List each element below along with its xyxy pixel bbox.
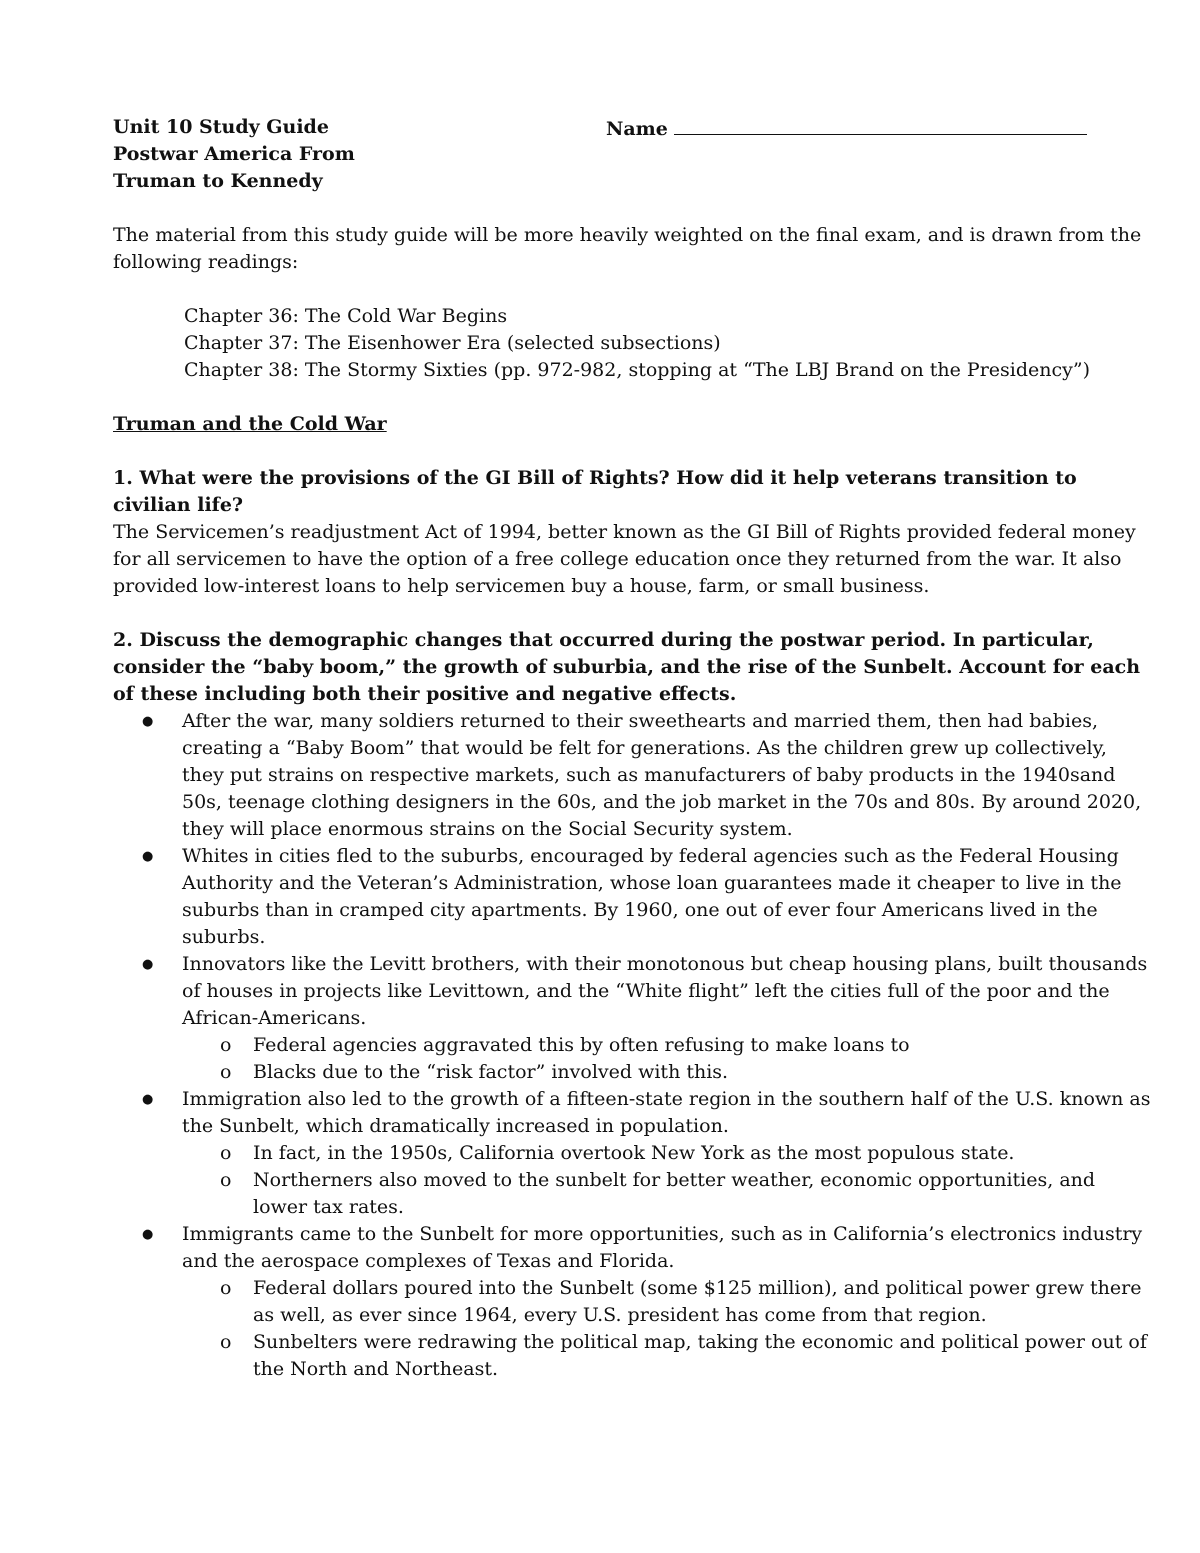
document-content (113, 114, 1153, 1383)
sub-bullet-item: o Northerners also moved to the sunbelt for better weather, economic opportunities, and lower tax rates. (253, 1167, 1153, 1221)
sub-bullets (182, 1275, 1153, 1383)
sub-bullet-item: o In fact, in the 1950s, California overtook New York as the most populous state. (253, 1140, 1153, 1167)
answer-1: The Servicemen’s readjustment Act of 1994, better known as the GI Bill of Rights provided federal money for all servicemen to have the option of a free college education once they returned from the war. It also provided low-interest loans to help servicemen buy a house, farm, or small business. (113, 521, 1136, 597)
name-label: Name (606, 118, 668, 140)
document-header (113, 114, 1153, 195)
section-heading: Truman and the Cold War (113, 413, 387, 435)
sub-bullet-item: o Sunbelters were redrawing the political map, taking the economic and political power out of the North and Northeast. (253, 1329, 1153, 1383)
sub-bullets (182, 1140, 1153, 1221)
bullet-text: After the war, many soldiers returned to their sweethearts and married them, then had babies, creating a “Baby Boom” that would be felt for generations. As the children grew up collectively, they put strains on respective markets, such as manufacturers of baby products in the 1940sand 50s, teenage clothing designers in the 60s, and the job market in the 70s and 80s. By around 2020, they will place enormous strains on the Social Security system. (182, 710, 1142, 840)
title-block (113, 114, 355, 195)
bullet-text: Whites in cities fled to the suburbs, encouraged by federal agencies such as the Federal Housing Authority and the Veteran’s Administration, whose loan guarantees made it cheaper to live in the suburbs than in cramped city apartments. By 1960, one out of ever four Americans lived in the suburbs. (182, 845, 1122, 948)
title-line-2: Postwar America From (113, 143, 355, 165)
bullet-item (182, 951, 1153, 1086)
name-field (606, 114, 1087, 143)
question-1: 1. What were the provisions of the GI Bill of Rights? How did it help veterans transition to civilian life? (113, 467, 1077, 516)
name-blank-line[interactable] (674, 114, 1087, 135)
bullet-item (182, 1221, 1153, 1383)
reading-item: Chapter 36: The Cold War Begins (184, 305, 508, 327)
question-2: 2. Discuss the demographic changes that occurred during the postwar period. In particular, consider the “baby boom,” the growth of suburbia, and the rise of the Sunbelt. Account for each of these including both their positive and negative effects. (113, 629, 1141, 705)
sub-bullets (182, 1032, 1153, 1086)
readings-list (113, 303, 1153, 384)
sub-bullet-item: o Federal dollars poured into the Sunbelt (some $125 million), and political power grew there as well, as ever since 1964, every U.S. president has come from that region. (253, 1275, 1153, 1329)
title-line-3: Truman to Kennedy (113, 170, 323, 192)
sub-bullet-item: o Blacks due to the “risk factor” involved with this. (253, 1059, 1153, 1086)
bullet-text: Immigrants came to the Sunbelt for more opportunities, such as in California’s electronics industry and the aerospace complexes of Texas and Florida. (182, 1223, 1143, 1272)
reading-item: Chapter 37: The Eisenhower Era (selected subsections) (184, 332, 721, 354)
sub-bullet-item: o Federal agencies aggravated this by often refusing to make loans to (253, 1032, 1153, 1059)
bullet-text: Immigration also led to the growth of a fifteen-state region in the southern half of the U.S. known as the Sunbelt, which dramatically increased in population. (182, 1088, 1151, 1137)
intro-paragraph: The material from this study guide will be more heavily weighted on the final exam, and is drawn from the following readings: (113, 224, 1142, 273)
bullet-item (182, 1086, 1153, 1221)
bullet-item (182, 843, 1153, 951)
bullet-text: Innovators like the Levitt brothers, with their monotonous but cheap housing plans, built thousands of houses in projects like Levittown, and the “White flight” left the cities full of the poor and the African-Americans. (182, 953, 1148, 1029)
bullet-item (182, 708, 1153, 843)
answer-2-bullets (113, 708, 1153, 1383)
reading-item: Chapter 38: The Stormy Sixties (pp. 972-982, stopping at “The LBJ Brand on the Presidency”) (184, 359, 1091, 381)
title-line-1: Unit 10 Study Guide (113, 116, 329, 138)
